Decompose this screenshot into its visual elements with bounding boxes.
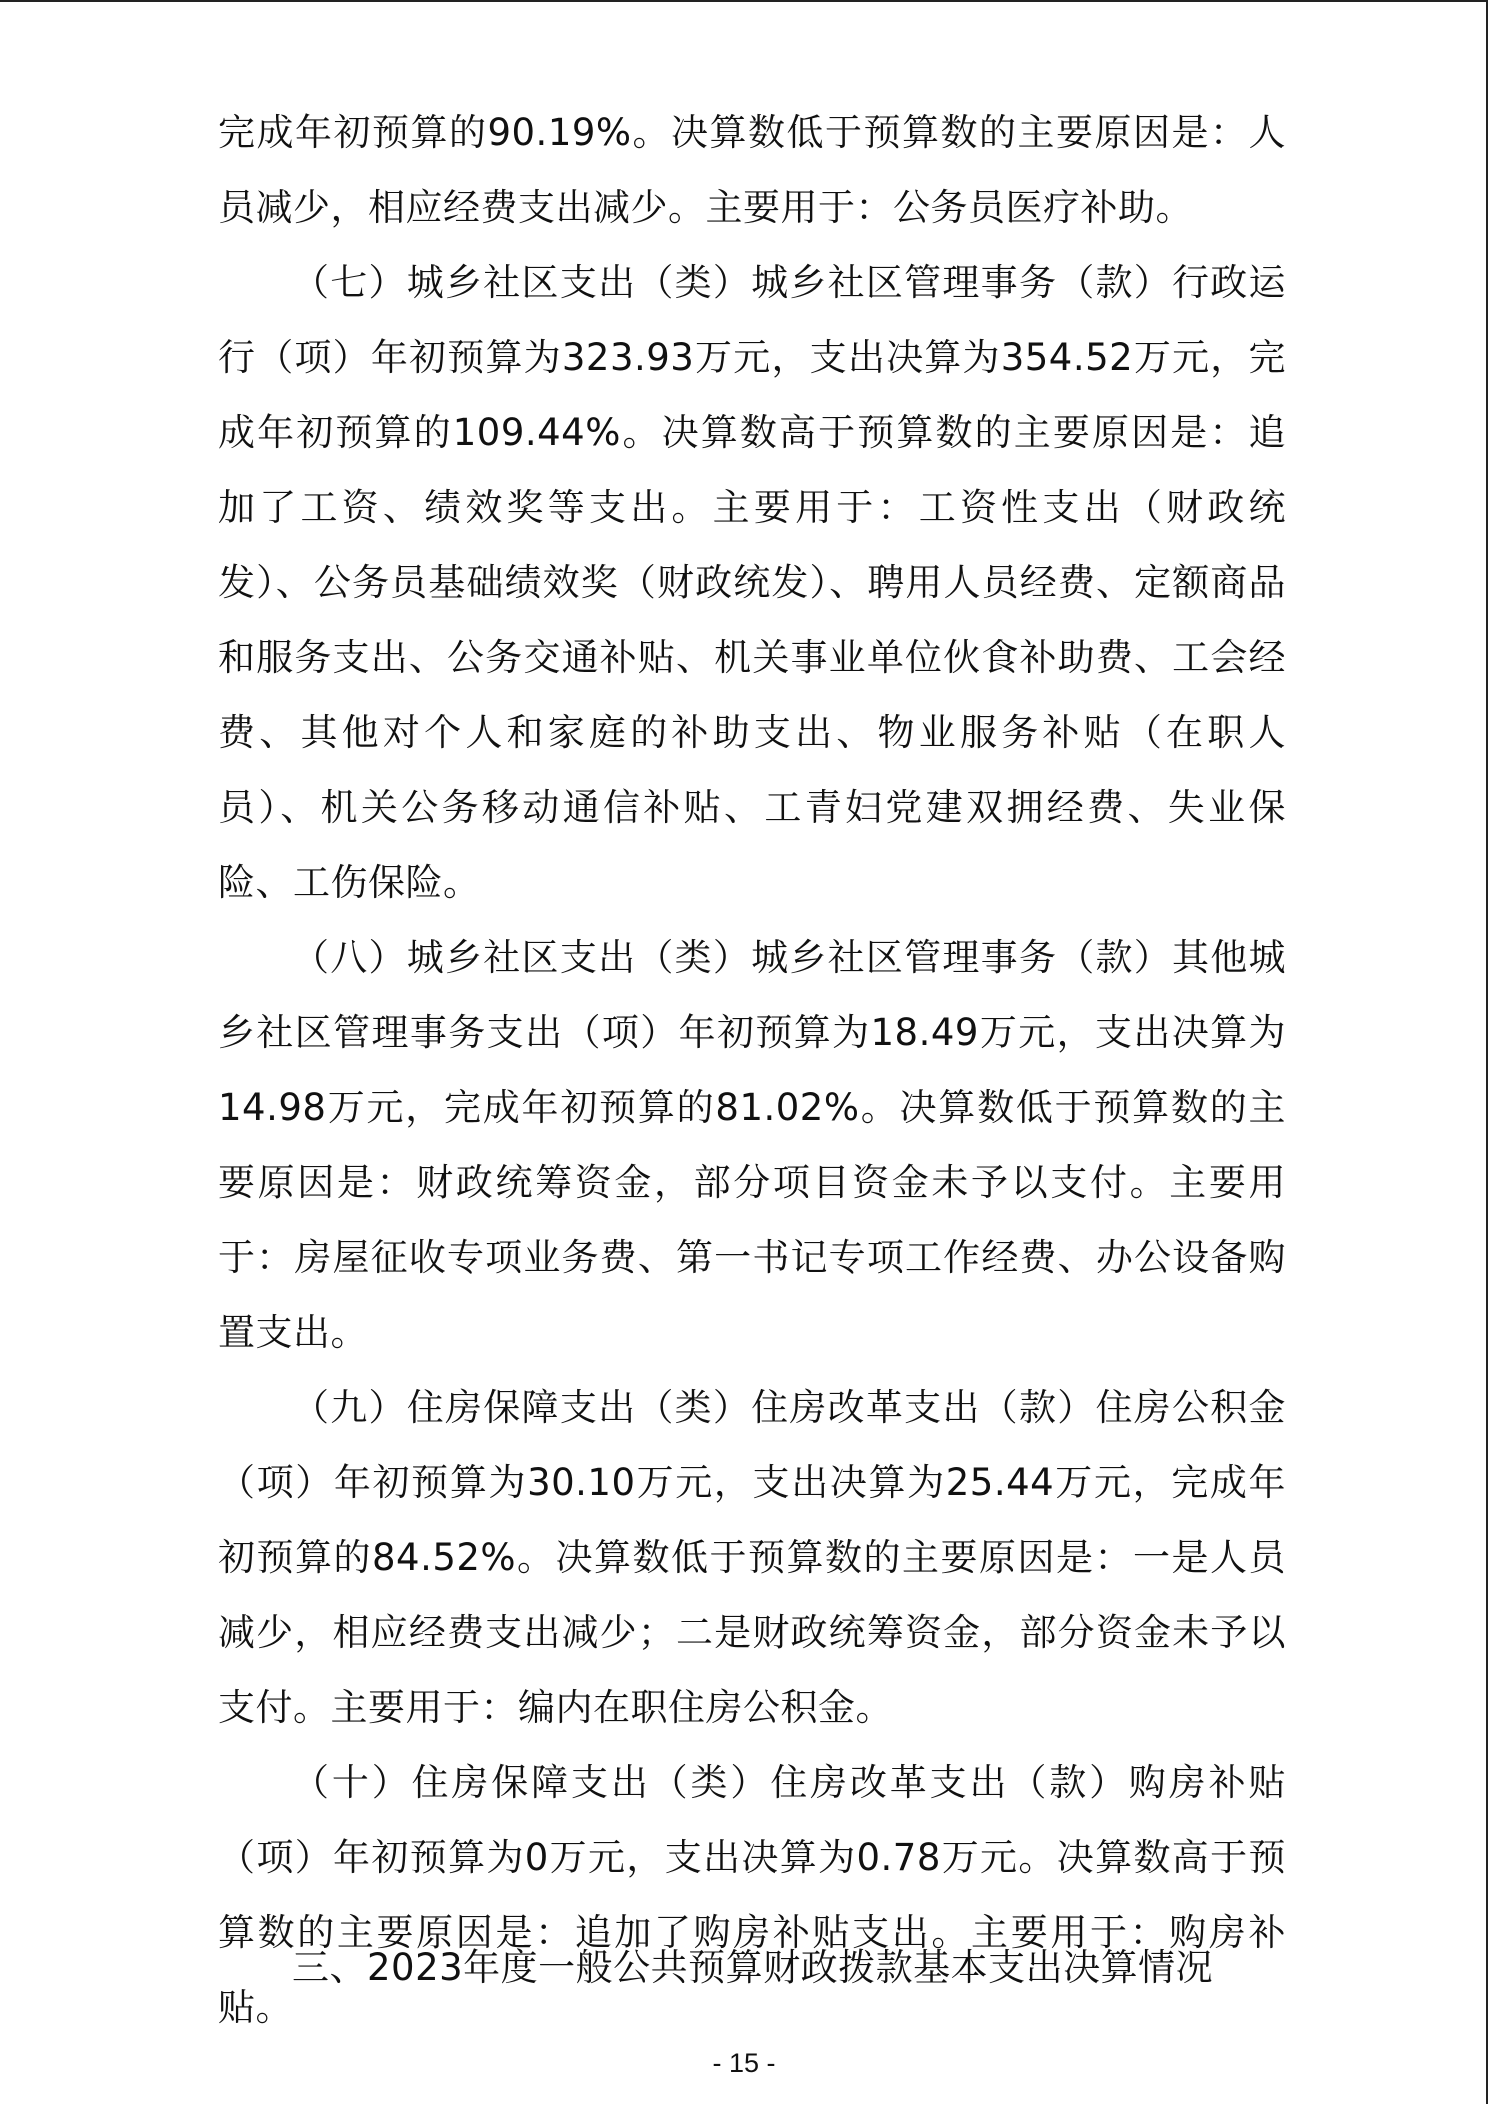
document-body — [218, 95, 1286, 2045]
paragraph-item-8: （八）城乡社区支出（类）城乡社区管理事务（款）其他城乡社区管理事务支出（项）年初预算为18.49万元，支出决算为14.98万元，完成年初预算的81.02%。决算数低于预算数的主要原因是：财政统筹资金，部分项目资金未予以支付。主要用于：房屋征收专项业务费、第一书记专项工作经费、办公设备购置支出。 — [218, 936, 1286, 1354]
paragraph-item-7: （七）城乡社区支出（类）城乡社区管理事务（款）行政运行（项）年初预算为323.93万元，支出决算为354.52万元，完成年初预算的109.44%。决算数高于预算数的主要原因是：追加了工资、绩效奖等支出。主要用于：工资性支出（财政统发）、公务员基础绩效奖（财政统发）、聘用人员经费、定额商品和服务支出、公务交通补贴、机关事业单位伙食补助费、工会经费、其他对个人和家庭的补助支出、物业服务补贴（在职人员）、机关公务移动通信补贴、工青妇党建双拥经费、失业保险、工伤保险。 — [218, 261, 1286, 904]
page-border-top — [0, 0, 1488, 2]
paragraph-item-10: （十）住房保障支出（类）住房改革支出（款）购房补贴（项）年初预算为0万元，支出决算为0.78万元。决算数高于预算数的主要原因是：追加了购房补贴支出。主要用于：购房补贴。 — [218, 1761, 1286, 2029]
paragraph-item-9: （九）住房保障支出（类）住房改革支出（款）住房公积金（项）年初预算为30.10万元，支出决算为25.44万元，完成年初预算的84.52%。决算数低于预算数的主要原因是：一是人员减少，相应经费支出减少；二是财政统筹资金，部分资金未予以支付。主要用于：编内在职住房公积金。 — [218, 1386, 1286, 1729]
section-heading: 三、2023年度一般公共预算财政拨款基本支出决算情况 — [292, 1946, 1214, 1989]
page-number: - 15 - — [712, 2048, 776, 2078]
paragraph-continuation: 完成年初预算的90.19%。决算数低于预算数的主要原因是：人员减少，相应经费支出减少。主要用于：公务员医疗补助。 — [218, 111, 1286, 229]
